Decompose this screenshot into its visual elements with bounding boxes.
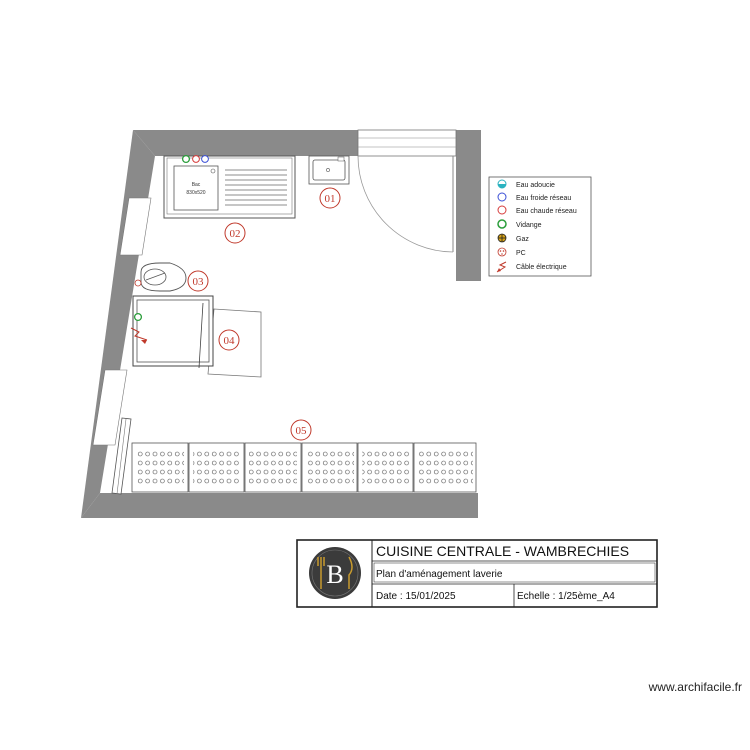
cold-water-icon [498, 193, 506, 201]
drain-icon [183, 156, 190, 163]
svg-text:PC: PC [516, 250, 526, 257]
watermark: www.archifacile.fr [648, 680, 742, 694]
hot-water-icon [193, 156, 200, 163]
svg-text:Gaz: Gaz [516, 236, 529, 243]
drain-icon [135, 314, 142, 321]
dishwasher [131, 296, 261, 377]
hand-sink [309, 156, 349, 184]
wall-top [133, 130, 358, 156]
project-title: CUISINE CENTRALE - WAMBRECHIES [376, 543, 630, 559]
sink-unit [164, 156, 295, 218]
plan-scale: Echelle : 1/25ème_A4 [517, 591, 615, 602]
sink-label-line2: 830x520 [186, 190, 206, 196]
svg-text:Câble électrique: Câble électrique [516, 264, 567, 271]
drain-icon [498, 220, 506, 228]
svg-text:04: 04 [223, 335, 235, 347]
svg-text:Vidange: Vidange [516, 222, 542, 229]
svg-text:Eau adoucie: Eau adoucie [516, 182, 555, 189]
hot-water-icon [498, 206, 506, 214]
svg-text:03: 03 [192, 276, 204, 288]
svg-text:01: 01 [324, 193, 336, 205]
svg-text:Eau froide réseau: Eau froide réseau [516, 195, 572, 202]
title-block [297, 540, 657, 607]
marker-05 [291, 420, 311, 440]
marker-02 [225, 223, 245, 243]
door [358, 130, 456, 252]
wall-bottom [81, 493, 478, 518]
oval-appliance [135, 263, 186, 291]
plan-date: Date : 15/01/2025 [376, 591, 456, 602]
svg-text:Eau chaude réseau: Eau chaude réseau [516, 208, 577, 215]
logo [309, 547, 361, 599]
wall-top-right [456, 130, 481, 281]
legend [489, 177, 591, 276]
cold-water-icon [202, 156, 209, 163]
plan-subtitle: Plan d'aménagement laverie [376, 569, 503, 580]
sink-label-line1: Bac [191, 182, 201, 188]
svg-text:02: 02 [229, 228, 241, 240]
rack-line [112, 418, 476, 494]
marker-01 [320, 188, 340, 208]
marker-03 [188, 271, 208, 291]
svg-text:05: 05 [295, 425, 307, 437]
legend-item-drain [498, 220, 542, 229]
logo-letter: B [326, 560, 344, 589]
